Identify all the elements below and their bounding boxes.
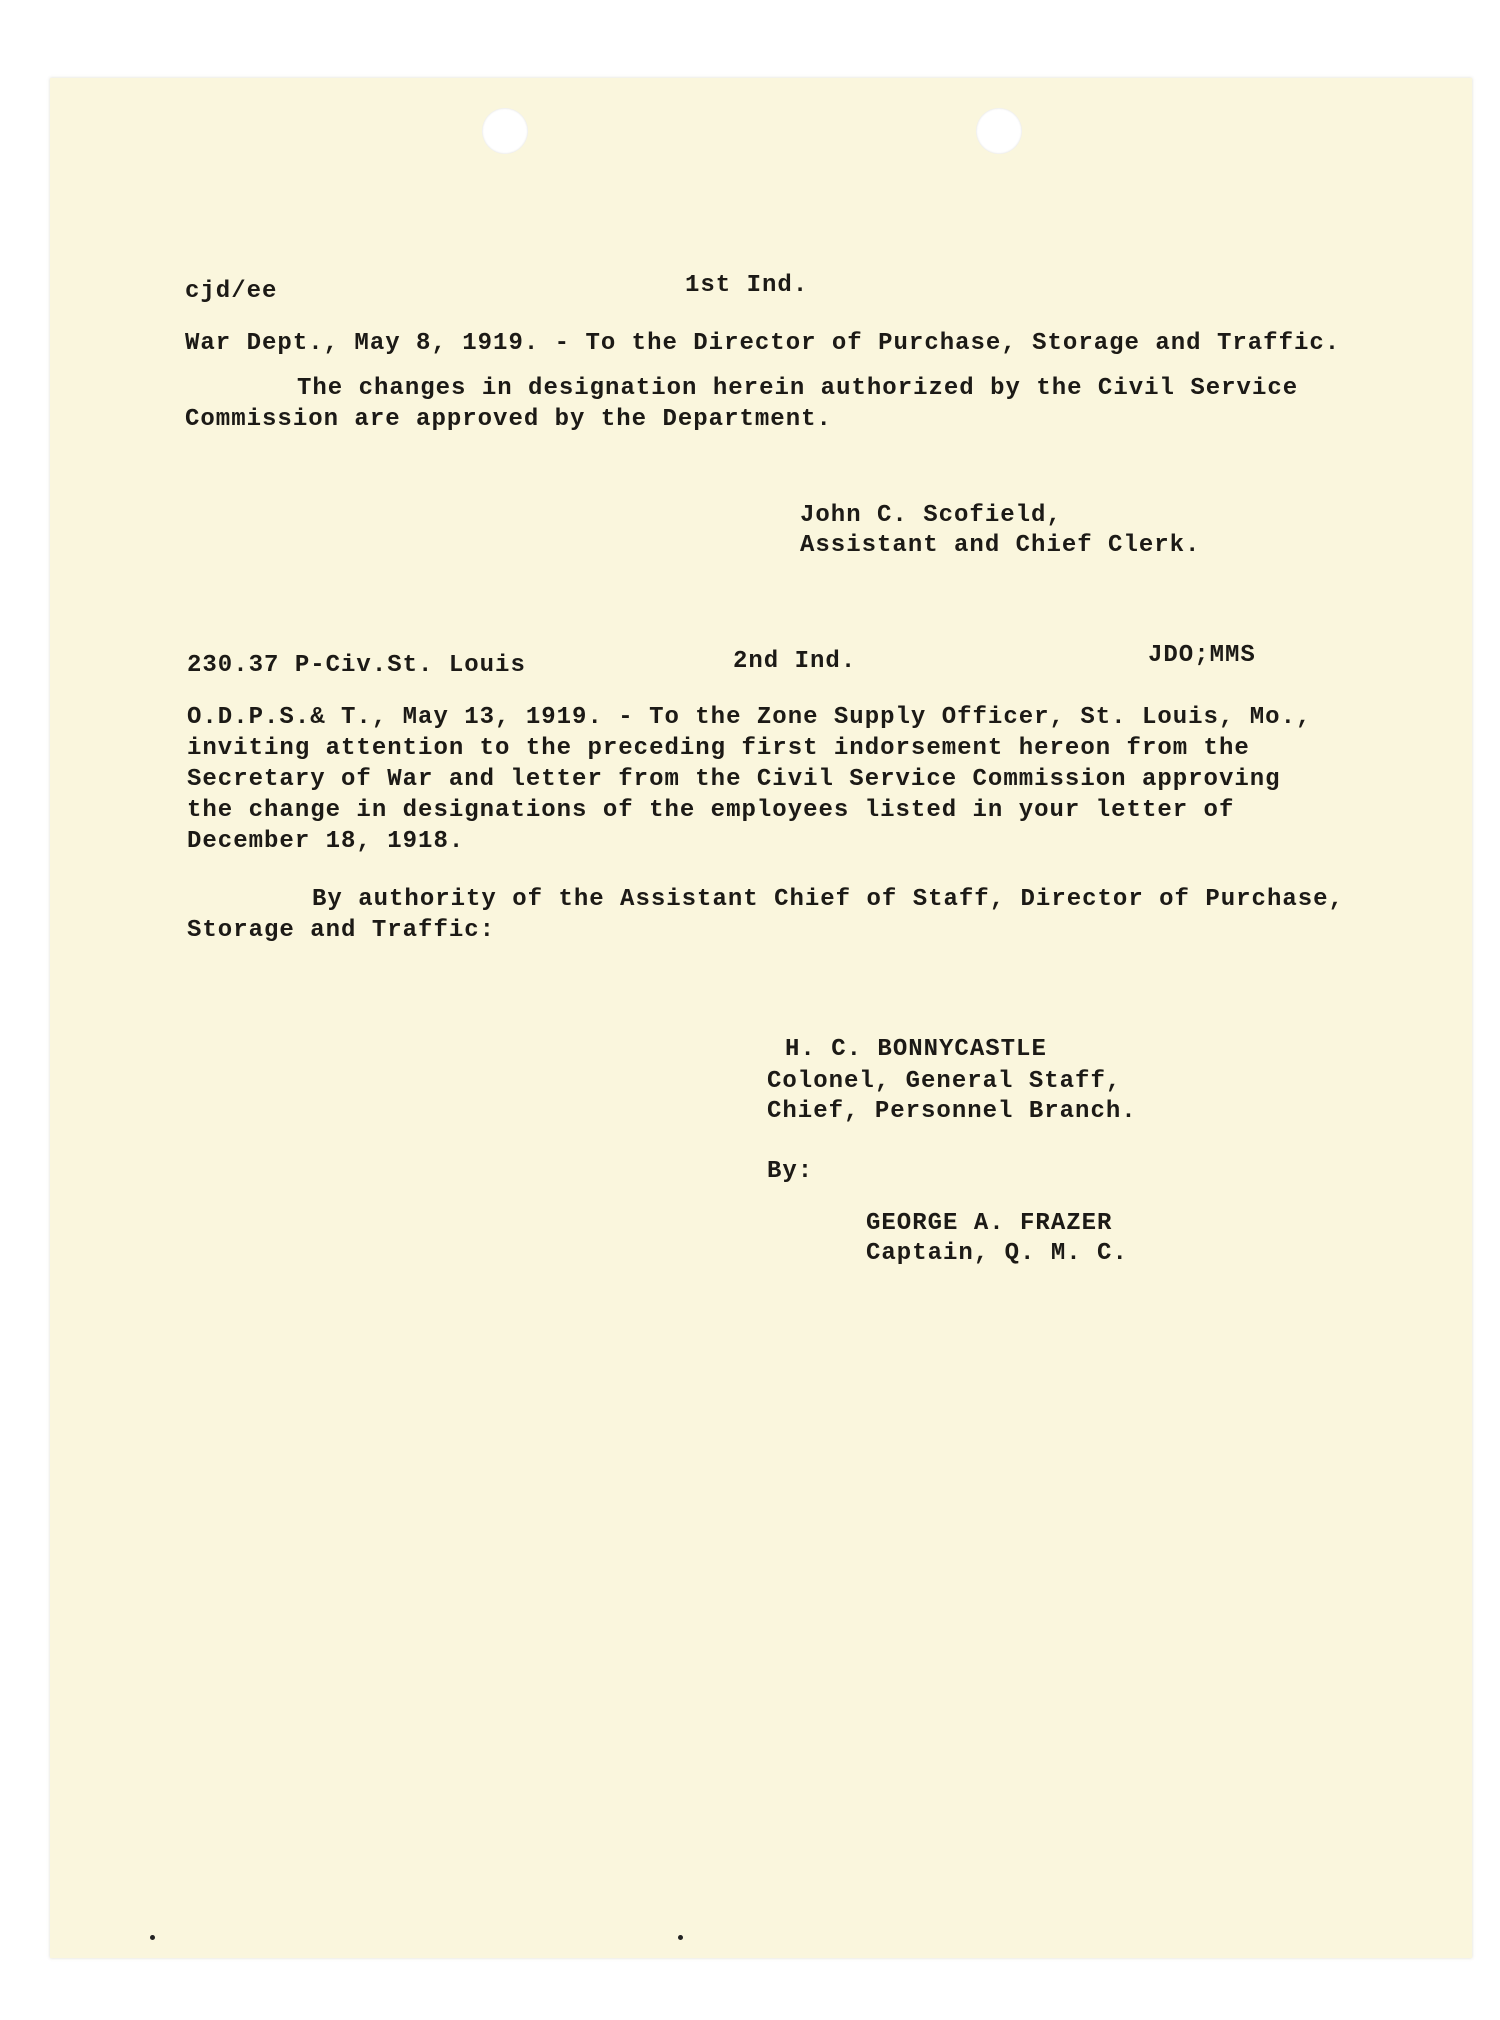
punch-hole-right [976,108,1022,154]
second-ind-signer-title: Chief, Personnel Branch. [767,1098,1137,1125]
second-ind-file-ref: 230.37 P-Civ.St. Louis [187,652,526,679]
first-ind-body: The changes in designation herein authorized by the Civil Service Commission are approved by the Department. [185,375,1299,433]
second-ind-heading: 2nd Ind. [733,648,857,675]
paper-speck [150,1935,155,1940]
second-ind-signer-rank: Colonel, General Staff, [767,1068,1122,1095]
second-ind-agent-title: Captain, Q. M. C. [866,1240,1128,1267]
first-ind-signer-name: John C. Scofield, [800,502,1062,529]
first-ind-dateline: War Dept., May 8, 1919. - To the Director of Purchase, Storage and Traffic. [185,330,1341,357]
second-ind-initials: JDO;MMS [1148,642,1256,669]
first-ind-signer-title: Assistant and Chief Clerk. [800,532,1201,559]
second-ind-authority: By authority of the Assistant Chief of Staff, Director of Purchase, Storage and Traffic: [187,886,1344,944]
paper-speck [678,1935,683,1940]
document-page [50,78,1472,1958]
punch-hole-left [482,108,528,154]
second-ind-by-label: By: [767,1158,814,1185]
first-ind-heading: 1st Ind. [685,272,809,299]
second-ind-signer-name: H. C. BONNYCASTLE [785,1036,1047,1063]
second-ind-agent-name: GEORGE A. FRAZER [866,1210,1113,1237]
first-ind-initials: cjd/ee [185,278,278,305]
second-ind-body: O.D.P.S.& T., May 13, 1919. - To the Zone Supply Officer, St. Louis, Mo., inviting attention to the preceding first indorsement hereon from the Secretary of War and letter from the Civil Service Commission approving the change in designations of the employees listed in your letter of December 18, 1918. [187,704,1312,855]
